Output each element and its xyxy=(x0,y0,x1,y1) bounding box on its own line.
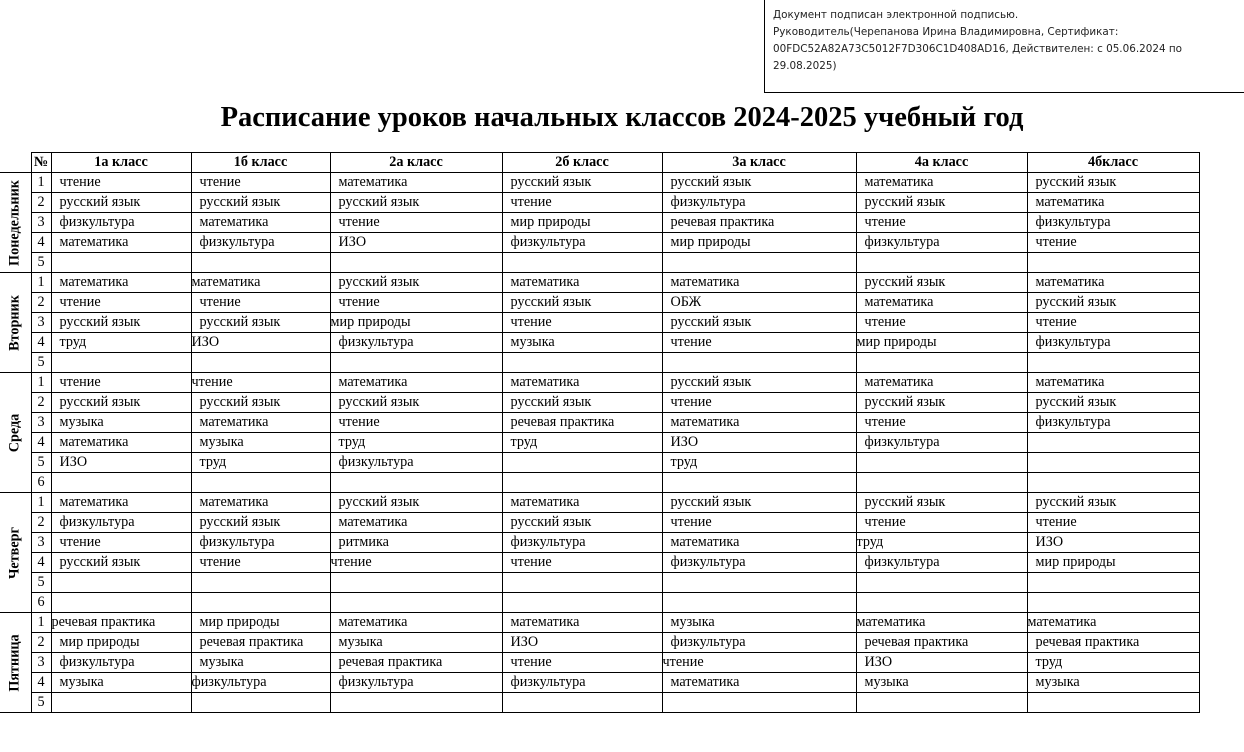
lesson-cell: чтение xyxy=(856,413,1027,433)
header-class-4a: 4а класс xyxy=(856,153,1027,173)
lesson-cell: чтение xyxy=(191,553,330,573)
lesson-cell xyxy=(662,693,856,713)
lesson-cell: музыка xyxy=(51,413,191,433)
lesson-cell: математика xyxy=(856,293,1027,313)
lesson-cell: чтение xyxy=(330,213,502,233)
lesson-cell xyxy=(1027,593,1199,613)
lesson-cell xyxy=(502,473,662,493)
day-label: Пятница xyxy=(6,633,23,692)
table-row xyxy=(0,353,1199,373)
table-row xyxy=(0,533,1199,553)
lesson-cell: чтение xyxy=(1027,233,1199,253)
lesson-cell: математика xyxy=(1027,613,1199,633)
lesson-cell xyxy=(502,353,662,373)
table-row xyxy=(0,673,1199,693)
lesson-cell: чтение xyxy=(51,533,191,553)
lesson-cell: труд xyxy=(330,433,502,453)
lesson-cell: физкультура xyxy=(330,673,502,693)
lesson-cell: музыка xyxy=(502,333,662,353)
lesson-cell: чтение xyxy=(662,513,856,533)
lesson-cell: речевая практика xyxy=(330,653,502,673)
table-row xyxy=(0,693,1199,713)
lesson-cell: математика xyxy=(191,493,330,513)
lesson-cell: чтение xyxy=(51,373,191,393)
lesson-number: 3 xyxy=(31,313,51,333)
table-row xyxy=(0,453,1199,473)
lesson-cell: математика xyxy=(502,493,662,513)
lesson-cell xyxy=(856,593,1027,613)
lesson-number: 1 xyxy=(31,493,51,513)
lesson-cell xyxy=(1027,693,1199,713)
lesson-cell: мир природы xyxy=(502,213,662,233)
page-title: Расписание уроков начальных классов 2024-2025 учебный год xyxy=(220,102,1024,133)
lesson-cell: труд xyxy=(1027,653,1199,673)
lesson-cell: русский язык xyxy=(330,493,502,513)
lesson-cell: музыка xyxy=(662,613,856,633)
lesson-cell: труд xyxy=(191,453,330,473)
table-row xyxy=(0,233,1199,253)
lesson-cell xyxy=(191,473,330,493)
day-cell xyxy=(0,173,31,273)
lesson-number: 2 xyxy=(31,513,51,533)
lesson-cell: труд xyxy=(662,453,856,473)
lesson-cell: речевая практика xyxy=(191,633,330,653)
header-class-2a: 2а класс xyxy=(330,153,502,173)
lesson-cell: речевая практика xyxy=(856,633,1027,653)
lesson-cell: русский язык xyxy=(662,313,856,333)
lesson-cell xyxy=(856,573,1027,593)
table-row xyxy=(0,293,1199,313)
lesson-cell: русский язык xyxy=(330,273,502,293)
lesson-cell: русский язык xyxy=(51,393,191,413)
lesson-cell xyxy=(51,573,191,593)
lesson-cell xyxy=(51,253,191,273)
lesson-cell: физкультура xyxy=(662,193,856,213)
lesson-cell xyxy=(330,573,502,593)
lesson-cell: русский язык xyxy=(662,373,856,393)
lesson-cell: математика xyxy=(502,373,662,393)
table-row xyxy=(0,433,1199,453)
lesson-cell: музыка xyxy=(330,633,502,653)
lesson-number: 6 xyxy=(31,593,51,613)
lesson-cell xyxy=(191,573,330,593)
lesson-number: 5 xyxy=(31,253,51,273)
table-row xyxy=(0,313,1199,333)
lesson-cell: ИЗО xyxy=(502,633,662,653)
lesson-cell xyxy=(330,253,502,273)
table-row xyxy=(0,193,1199,213)
table-row xyxy=(0,493,1199,513)
lesson-cell: музыка xyxy=(51,673,191,693)
lesson-cell: русский язык xyxy=(856,273,1027,293)
lesson-cell: ритмика xyxy=(330,533,502,553)
lesson-cell: мир природы xyxy=(191,613,330,633)
header-corner xyxy=(0,153,31,173)
lesson-cell: русский язык xyxy=(1027,173,1199,193)
lesson-cell: русский язык xyxy=(191,393,330,413)
lesson-cell: речевая практика xyxy=(662,213,856,233)
lesson-cell: чтение xyxy=(191,173,330,193)
lesson-cell xyxy=(662,473,856,493)
lesson-cell xyxy=(51,353,191,373)
lesson-cell: математика xyxy=(1027,193,1199,213)
lesson-cell xyxy=(191,353,330,373)
lesson-cell: ОБЖ xyxy=(662,293,856,313)
day-label: Вторник xyxy=(6,294,23,351)
table-row xyxy=(0,393,1199,413)
table-row xyxy=(0,373,1199,393)
lesson-number: 2 xyxy=(31,633,51,653)
header-class-2b: 2б класс xyxy=(502,153,662,173)
lesson-cell xyxy=(662,253,856,273)
lesson-cell: чтение xyxy=(51,173,191,193)
lesson-cell xyxy=(51,593,191,613)
lesson-cell: физкультура xyxy=(330,453,502,473)
lesson-cell xyxy=(191,253,330,273)
lesson-cell: чтение xyxy=(330,293,502,313)
lesson-number: 4 xyxy=(31,433,51,453)
lesson-cell: физкультура xyxy=(662,553,856,573)
lesson-cell: ИЗО xyxy=(1027,533,1199,553)
lesson-cell: физкультура xyxy=(502,233,662,253)
lesson-cell: ИЗО xyxy=(330,233,502,253)
lesson-cell: математика xyxy=(330,613,502,633)
lesson-cell: русский язык xyxy=(502,293,662,313)
lesson-cell: математика xyxy=(856,173,1027,193)
lesson-cell: физкультура xyxy=(51,213,191,233)
header-row xyxy=(0,153,1199,173)
table-row xyxy=(0,613,1199,633)
day-cell xyxy=(0,493,31,613)
lesson-cell xyxy=(502,593,662,613)
lesson-cell: математика xyxy=(502,273,662,293)
lesson-number: 5 xyxy=(31,573,51,593)
lesson-cell: русский язык xyxy=(51,313,191,333)
lesson-number: 5 xyxy=(31,693,51,713)
lesson-number: 4 xyxy=(31,553,51,573)
lesson-cell: чтение xyxy=(856,213,1027,233)
lesson-cell xyxy=(191,593,330,613)
lesson-cell: речевая практика xyxy=(502,413,662,433)
lesson-cell: русский язык xyxy=(662,493,856,513)
lesson-cell: мир природы xyxy=(856,333,1027,353)
lesson-cell: русский язык xyxy=(856,393,1027,413)
lesson-cell: ИЗО xyxy=(856,653,1027,673)
lesson-cell: русский язык xyxy=(502,513,662,533)
lesson-number: 3 xyxy=(31,533,51,553)
lesson-cell: чтение xyxy=(856,513,1027,533)
lesson-cell xyxy=(502,253,662,273)
lesson-number: 1 xyxy=(31,173,51,193)
lesson-cell: русский язык xyxy=(856,493,1027,513)
header-class-1a: 1а класс xyxy=(51,153,191,173)
lesson-cell: ИЗО xyxy=(191,333,330,353)
lesson-cell: математика xyxy=(1027,373,1199,393)
lesson-cell: русский язык xyxy=(330,393,502,413)
lesson-cell: математика xyxy=(51,273,191,293)
table-row xyxy=(0,413,1199,433)
lesson-cell: математика xyxy=(662,673,856,693)
lesson-cell: мир природы xyxy=(662,233,856,253)
signature-line: Руководитель(Черепанова Ирина Владимировна, Сертификат: xyxy=(773,26,1119,38)
lesson-cell xyxy=(856,353,1027,373)
lesson-cell xyxy=(330,473,502,493)
lesson-cell: физкультура xyxy=(191,233,330,253)
lesson-number: 3 xyxy=(31,213,51,233)
table-row xyxy=(0,653,1199,673)
table-row xyxy=(0,553,1199,573)
lesson-cell: физкультура xyxy=(51,653,191,673)
lesson-cell: мир природы xyxy=(330,313,502,333)
lesson-cell: русский язык xyxy=(502,393,662,413)
lesson-cell xyxy=(191,693,330,713)
lesson-cell: математика xyxy=(1027,273,1199,293)
lesson-cell: математика xyxy=(662,413,856,433)
lesson-cell: математика xyxy=(330,373,502,393)
lesson-cell: физкультура xyxy=(1027,213,1199,233)
lesson-cell xyxy=(51,473,191,493)
day-cell xyxy=(0,273,31,373)
lesson-cell: русский язык xyxy=(191,193,330,213)
lesson-cell xyxy=(1027,353,1199,373)
lesson-cell xyxy=(502,693,662,713)
lesson-number: 1 xyxy=(31,273,51,293)
lesson-cell: математика xyxy=(856,373,1027,393)
lesson-cell xyxy=(502,453,662,473)
lesson-cell: чтение xyxy=(51,293,191,313)
lesson-cell: физкультура xyxy=(856,433,1027,453)
table-row xyxy=(0,333,1199,353)
lesson-number: 4 xyxy=(31,673,51,693)
lesson-number: 1 xyxy=(31,613,51,633)
lesson-cell: математика xyxy=(191,213,330,233)
lesson-cell: физкультура xyxy=(502,533,662,553)
table-row xyxy=(0,273,1199,293)
lesson-cell: речевая практика xyxy=(1027,633,1199,653)
lesson-cell: чтение xyxy=(191,373,330,393)
lesson-cell: чтение xyxy=(502,193,662,213)
lesson-cell: чтение xyxy=(1027,513,1199,533)
lesson-cell: русский язык xyxy=(1027,393,1199,413)
lesson-number: 5 xyxy=(31,353,51,373)
lesson-cell xyxy=(1027,433,1199,453)
lesson-cell: математика xyxy=(856,613,1027,633)
lesson-cell xyxy=(1027,573,1199,593)
lesson-cell: чтение xyxy=(502,653,662,673)
lesson-cell: ИЗО xyxy=(51,453,191,473)
lesson-number: 3 xyxy=(31,413,51,433)
lesson-cell: музыка xyxy=(191,653,330,673)
lesson-cell: русский язык xyxy=(662,173,856,193)
table-row xyxy=(0,513,1199,533)
day-cell xyxy=(0,613,31,713)
lesson-cell: физкультура xyxy=(1027,333,1199,353)
lesson-cell: чтение xyxy=(662,333,856,353)
lesson-cell: чтение xyxy=(330,553,502,573)
lesson-cell: труд xyxy=(51,333,191,353)
lesson-cell: физкультура xyxy=(502,673,662,693)
header-class-4b: 4бкласс xyxy=(1027,153,1199,173)
lesson-cell: труд xyxy=(856,533,1027,553)
lesson-cell xyxy=(856,453,1027,473)
lesson-cell: математика xyxy=(191,273,330,293)
lesson-number: 5 xyxy=(31,453,51,473)
schedule-body xyxy=(0,173,1199,713)
lesson-cell xyxy=(1027,253,1199,273)
lesson-cell: речевая практика xyxy=(51,613,191,633)
lesson-cell: физкультура xyxy=(856,553,1027,573)
table-row xyxy=(0,253,1199,273)
lesson-cell: мир природы xyxy=(1027,553,1199,573)
lesson-number: 3 xyxy=(31,653,51,673)
lesson-cell: чтение xyxy=(856,313,1027,333)
lesson-number: 2 xyxy=(31,393,51,413)
lesson-cell: русский язык xyxy=(51,193,191,213)
lesson-cell: чтение xyxy=(191,293,330,313)
lesson-cell: математика xyxy=(330,513,502,533)
lesson-cell xyxy=(1027,453,1199,473)
lesson-cell: математика xyxy=(502,613,662,633)
lesson-cell xyxy=(856,693,1027,713)
table-row xyxy=(0,633,1199,653)
lesson-cell: чтение xyxy=(502,553,662,573)
lesson-cell: чтение xyxy=(662,393,856,413)
lesson-cell: физкультура xyxy=(662,633,856,653)
lesson-cell: математика xyxy=(191,413,330,433)
lesson-cell: физкультура xyxy=(1027,413,1199,433)
table-row xyxy=(0,173,1199,193)
lesson-cell: русский язык xyxy=(1027,293,1199,313)
lesson-cell: мир природы xyxy=(51,633,191,653)
table-row xyxy=(0,473,1199,493)
lesson-cell: чтение xyxy=(1027,313,1199,333)
signature-line: 29.08.2025) xyxy=(773,60,837,72)
schedule-table xyxy=(0,152,1200,713)
lesson-cell xyxy=(662,353,856,373)
lesson-cell xyxy=(330,693,502,713)
lesson-cell: физкультура xyxy=(191,533,330,553)
lesson-number: 6 xyxy=(31,473,51,493)
header-class-3a: 3а класс xyxy=(662,153,856,173)
lesson-cell: чтение xyxy=(662,653,856,673)
lesson-cell: русский язык xyxy=(502,173,662,193)
lesson-cell xyxy=(856,253,1027,273)
lesson-cell xyxy=(51,693,191,713)
lesson-cell: чтение xyxy=(330,413,502,433)
lesson-cell xyxy=(330,593,502,613)
lesson-cell: русский язык xyxy=(1027,493,1199,513)
lesson-cell: русский язык xyxy=(191,513,330,533)
lesson-cell: физкультура xyxy=(191,673,330,693)
electronic-signature-stamp xyxy=(764,0,1244,93)
lesson-cell xyxy=(502,573,662,593)
lesson-cell: русский язык xyxy=(51,553,191,573)
lesson-cell: ИЗО xyxy=(662,433,856,453)
signature-line: 00FDC52A82A73C5012F7D306C1D408AD16, Действителен: с 05.06.2024 по xyxy=(773,43,1183,55)
lesson-cell: русский язык xyxy=(856,193,1027,213)
lesson-number: 4 xyxy=(31,333,51,353)
lesson-cell: физкультура xyxy=(330,333,502,353)
day-cell xyxy=(0,373,31,493)
lesson-cell: математика xyxy=(51,433,191,453)
lesson-cell xyxy=(330,353,502,373)
lesson-cell: математика xyxy=(330,173,502,193)
day-label: Среда xyxy=(6,413,23,452)
lesson-cell: музыка xyxy=(191,433,330,453)
header-class-1b: 1б класс xyxy=(191,153,330,173)
lesson-cell: чтение xyxy=(502,313,662,333)
lesson-cell: математика xyxy=(51,493,191,513)
lesson-cell xyxy=(856,473,1027,493)
lesson-cell xyxy=(1027,473,1199,493)
table-row xyxy=(0,573,1199,593)
header-num: № xyxy=(31,153,51,173)
lesson-cell: русский язык xyxy=(191,313,330,333)
lesson-cell: математика xyxy=(662,533,856,553)
lesson-cell: физкультура xyxy=(856,233,1027,253)
lesson-cell: музыка xyxy=(1027,673,1199,693)
day-label: Понедельник xyxy=(6,179,23,266)
lesson-cell xyxy=(662,573,856,593)
lesson-number: 2 xyxy=(31,193,51,213)
lesson-number: 4 xyxy=(31,233,51,253)
lesson-cell: труд xyxy=(502,433,662,453)
signature-line: Документ подписан электронной подписью. xyxy=(773,9,1019,21)
lesson-cell: музыка xyxy=(856,673,1027,693)
lesson-cell: русский язык xyxy=(330,193,502,213)
table-row xyxy=(0,593,1199,613)
lesson-cell xyxy=(662,593,856,613)
day-label: Четверг xyxy=(6,526,23,579)
lesson-cell: физкультура xyxy=(51,513,191,533)
lesson-number: 2 xyxy=(31,293,51,313)
table-row xyxy=(0,213,1199,233)
lesson-number: 1 xyxy=(31,373,51,393)
lesson-cell: математика xyxy=(51,233,191,253)
lesson-cell: математика xyxy=(662,273,856,293)
